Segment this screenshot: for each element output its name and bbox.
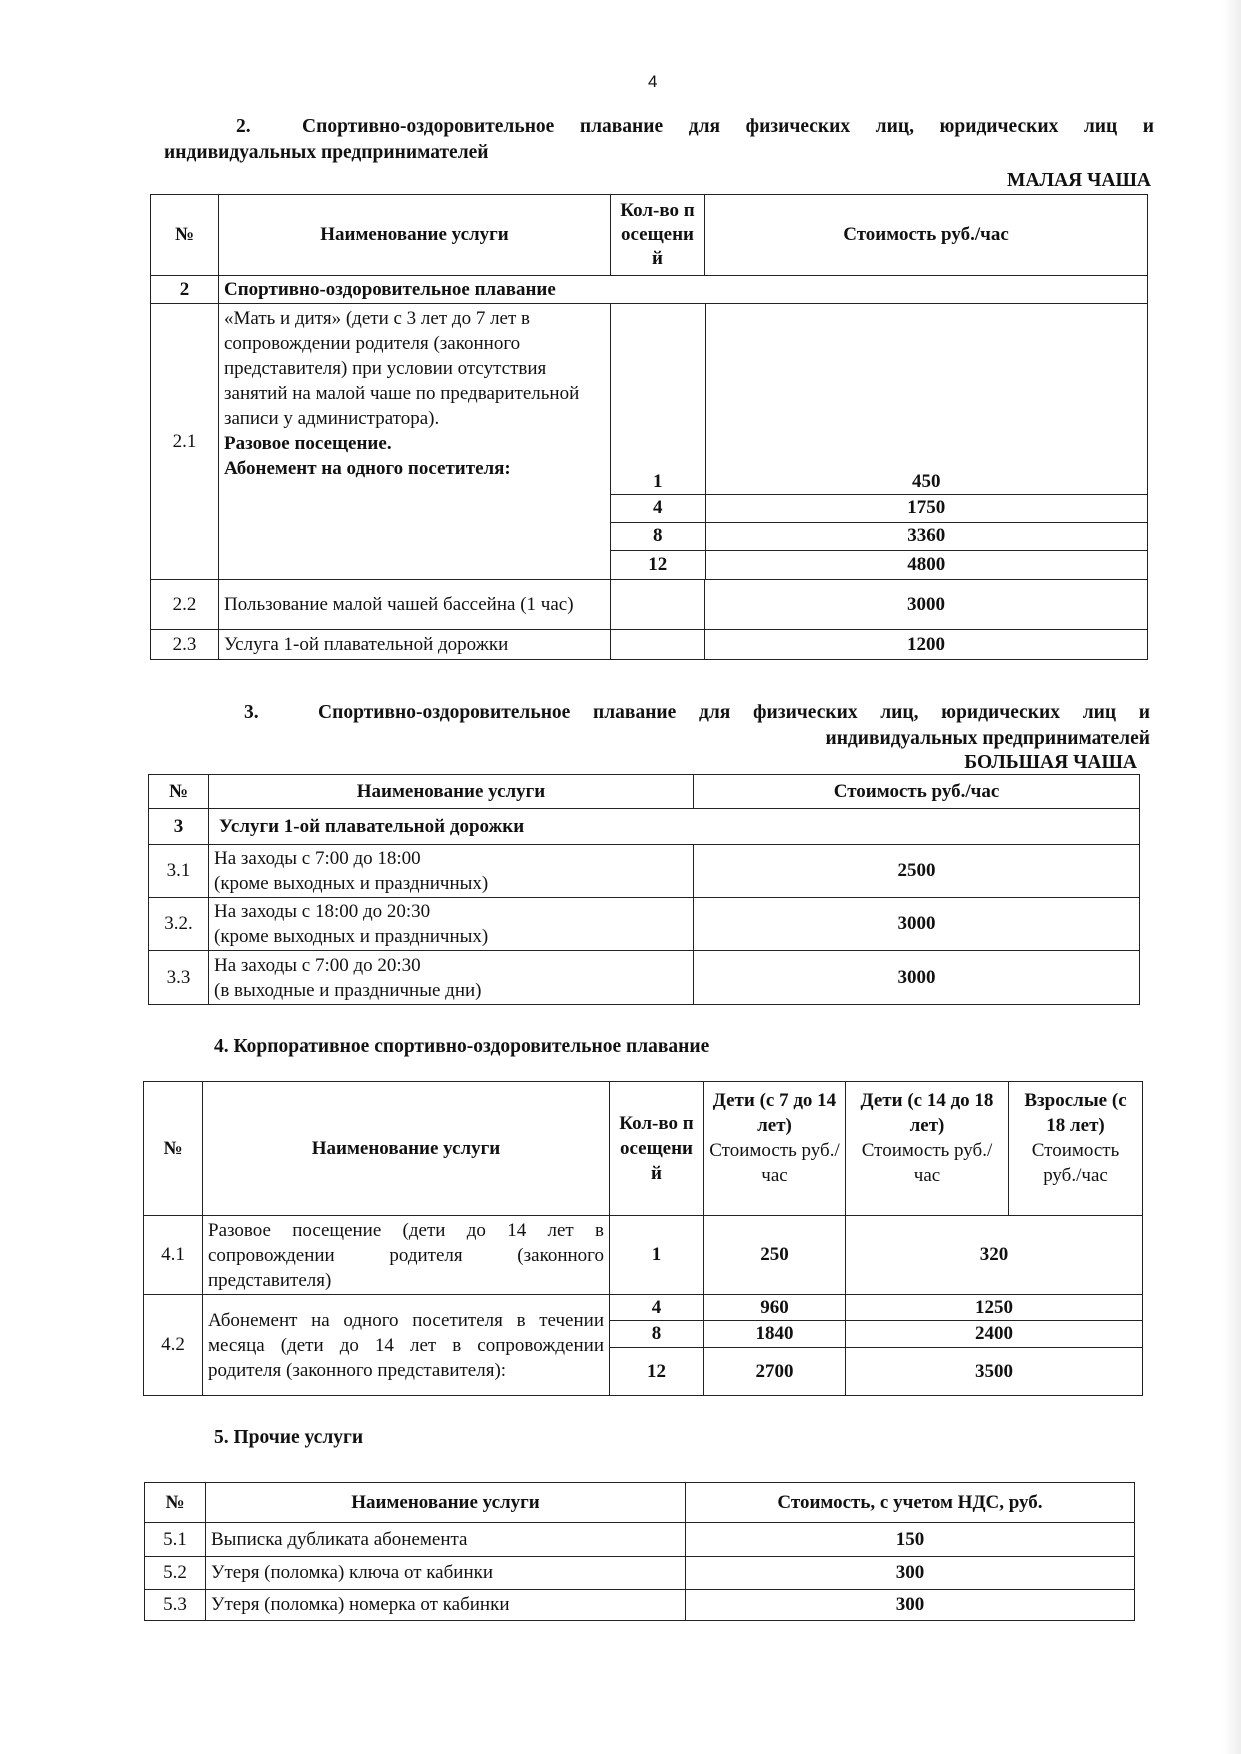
- row-2-1-visits-4: 4: [611, 494, 705, 522]
- row-4-2-price-kids-8: 1840: [704, 1321, 846, 1348]
- group-3-name: Услуги 1-ой плавательной дорожки: [209, 809, 1140, 845]
- section-2-heading-line1: Спортивно-оздоровительное плавание для физических лиц, юридических лиц и: [302, 116, 1154, 137]
- row-3-2-name: На заходы с 18:00 до 20:30 (кроме выходных и праздничных): [209, 898, 694, 951]
- row-2-1-no: 2.1: [151, 304, 219, 580]
- row-4-2-no: 4.2: [144, 1295, 203, 1396]
- section-3-heading-line1: Спортивно-оздоровительное плавание для физических лиц, юридических лиц и: [318, 702, 1150, 723]
- section-2-pool-label: МАЛАЯ ЧАША: [1007, 170, 1151, 191]
- col-header-price: Стоимость, с учетом НДС, руб.: [686, 1483, 1135, 1523]
- row-5-3-no: 5.3: [145, 1590, 206, 1621]
- col-header-name: Наименование услуги: [206, 1483, 686, 1523]
- group-2-name: Спортивно-оздоровительное плавание: [219, 276, 1148, 304]
- col-header-adults: Взрослые (с 18 лет) Стоимость руб./час: [1009, 1082, 1143, 1216]
- row-4-2-price-other-4: 1250: [846, 1295, 1143, 1321]
- row-4-2-price-other-8: 2400: [846, 1321, 1143, 1348]
- row-4-1-price-kids: 250: [704, 1216, 846, 1295]
- section-3-pool-label: БОЛЬШАЯ ЧАША: [964, 752, 1137, 773]
- section-5-heading: 5. Прочие услуги: [214, 1427, 364, 1448]
- col-header-no: №: [151, 195, 219, 276]
- col-header-price: Стоимость руб./час: [705, 195, 1148, 276]
- col-header-price: Стоимость руб./час: [694, 775, 1140, 809]
- section-2-table: [150, 194, 1148, 660]
- row-4-2-visits-8: 8: [610, 1321, 704, 1348]
- col-header-kids-14-18: Дети (с 14 до 18 лет) Стоимость руб./час: [846, 1082, 1009, 1216]
- section-3-heading: [244, 700, 1150, 752]
- row-5-2-name: Утеря (поломка) ключа от кабинки: [206, 1557, 686, 1590]
- row-3-2-no: 3.2.: [149, 898, 209, 951]
- row-2-1-price-12: 4800: [907, 553, 946, 575]
- col-header-visits: Кол-во посещений: [611, 195, 705, 276]
- row-3-1-no: 3.1: [149, 845, 209, 898]
- row-2-3-no: 2.3: [151, 630, 219, 660]
- row-5-3-name: Утеря (поломка) номерка от кабинки: [206, 1590, 686, 1621]
- section-4-table: [143, 1081, 1143, 1396]
- row-4-1-name: Разовое посещение (дети до 14 лет в сопровождении родителя (законного представителя): [203, 1216, 610, 1295]
- page-number: 4: [648, 72, 658, 91]
- col-header-name: Наименование услуги: [219, 195, 611, 276]
- row-5-1-price: 150: [686, 1523, 1135, 1557]
- row-4-1-no: 4.1: [144, 1216, 203, 1295]
- section-5-table: [144, 1482, 1135, 1621]
- row-2-2-no: 2.2: [151, 580, 219, 630]
- col-header-kids-7-14: Дети (с 7 до 14 лет) Стоимость руб./час: [704, 1082, 846, 1216]
- row-3-3-no: 3.3: [149, 951, 209, 1005]
- col-header-visits: Кол-во посещений: [610, 1082, 704, 1216]
- row-2-1-visits-12: 12: [611, 550, 705, 579]
- row-3-1-price: 2500: [694, 845, 1140, 898]
- col-header-no: №: [144, 1082, 203, 1216]
- row-4-1-price-other: 320: [846, 1216, 1143, 1295]
- row-4-2-name: Абонемент на одного посетителя в течении месяца (дети до 14 лет в сопровождении родителя (законного представителя):: [203, 1295, 610, 1396]
- row-5-3-price: 300: [686, 1590, 1135, 1621]
- row-2-1-price-8: 3360: [705, 522, 1147, 550]
- row-2-1-values: [611, 304, 1148, 580]
- row-5-2-no: 5.2: [145, 1557, 206, 1590]
- row-4-2-visits-12: 12: [610, 1348, 704, 1396]
- row-3-1-name: На заходы с 7:00 до 18:00 (кроме выходных и праздничных): [209, 845, 694, 898]
- row-2-1-text: «Мать и дитя» (дети с 3 лет до 7 лет в сопровождении родителя (законного представителя) при условии отсутствия занятий на малой чаше по предварительной записи у администратора).: [224, 308, 580, 429]
- row-5-1-no: 5.1: [145, 1523, 206, 1557]
- group-3-no: 3: [149, 809, 209, 845]
- row-3-2-price: 3000: [694, 898, 1140, 951]
- row-3-3-price: 3000: [694, 951, 1140, 1005]
- row-4-2-price-other-12: 3500: [846, 1348, 1143, 1396]
- row-2-2-price: 3000: [705, 580, 1148, 630]
- col-header-name: Наименование услуги: [203, 1082, 610, 1216]
- row-2-1-subscription-label: Абонемент на одного посетителя:: [224, 458, 511, 479]
- section-2-heading: [164, 114, 1154, 166]
- section-2-number: 2.: [236, 116, 251, 137]
- row-2-3-price: 1200: [705, 630, 1148, 660]
- row-2-1-visits-1: 1: [611, 470, 705, 494]
- section-2-heading-line2: индивидуальных предпринимателей: [164, 142, 489, 163]
- row-3-3-name: На заходы с 7:00 до 20:30 (в выходные и праздничные дни): [209, 951, 694, 1005]
- row-4-2-visits-4: 4: [610, 1295, 704, 1321]
- row-2-1-visits-8: 8: [611, 522, 705, 550]
- row-2-2-name: Пользование малой чашей бассейна (1 час): [219, 580, 611, 630]
- row-5-2-price: 300: [686, 1557, 1135, 1590]
- col-header-name: Наименование услуги: [209, 775, 694, 809]
- col-header-no: №: [145, 1483, 206, 1523]
- section-3-number: 3.: [244, 702, 259, 723]
- group-2-no: 2: [151, 276, 219, 304]
- section-4-heading: 4. Корпоративное спортивно-оздоровительное плавание: [214, 1036, 710, 1057]
- row-2-1-price-4: 1750: [705, 494, 1147, 522]
- row-2-1-description: [219, 304, 611, 580]
- row-2-1-single-label: Разовое посещение.: [224, 433, 392, 454]
- row-4-2-price-kids-4: 960: [704, 1295, 846, 1321]
- row-4-2-price-kids-12: 2700: [704, 1348, 846, 1396]
- section-3-table: [148, 774, 1140, 1005]
- row-5-1-name: Выписка дубликата абонемента: [206, 1523, 686, 1557]
- row-2-1-price-1: 450: [912, 470, 941, 492]
- page-edge-shadow: [1223, 0, 1241, 1754]
- row-2-3-name: Услуга 1-ой плавательной дорожки: [219, 630, 611, 660]
- col-header-no: №: [149, 775, 209, 809]
- section-3-heading-line2: индивидуальных предпринимателей: [825, 728, 1150, 749]
- row-4-1-visits: 1: [610, 1216, 704, 1295]
